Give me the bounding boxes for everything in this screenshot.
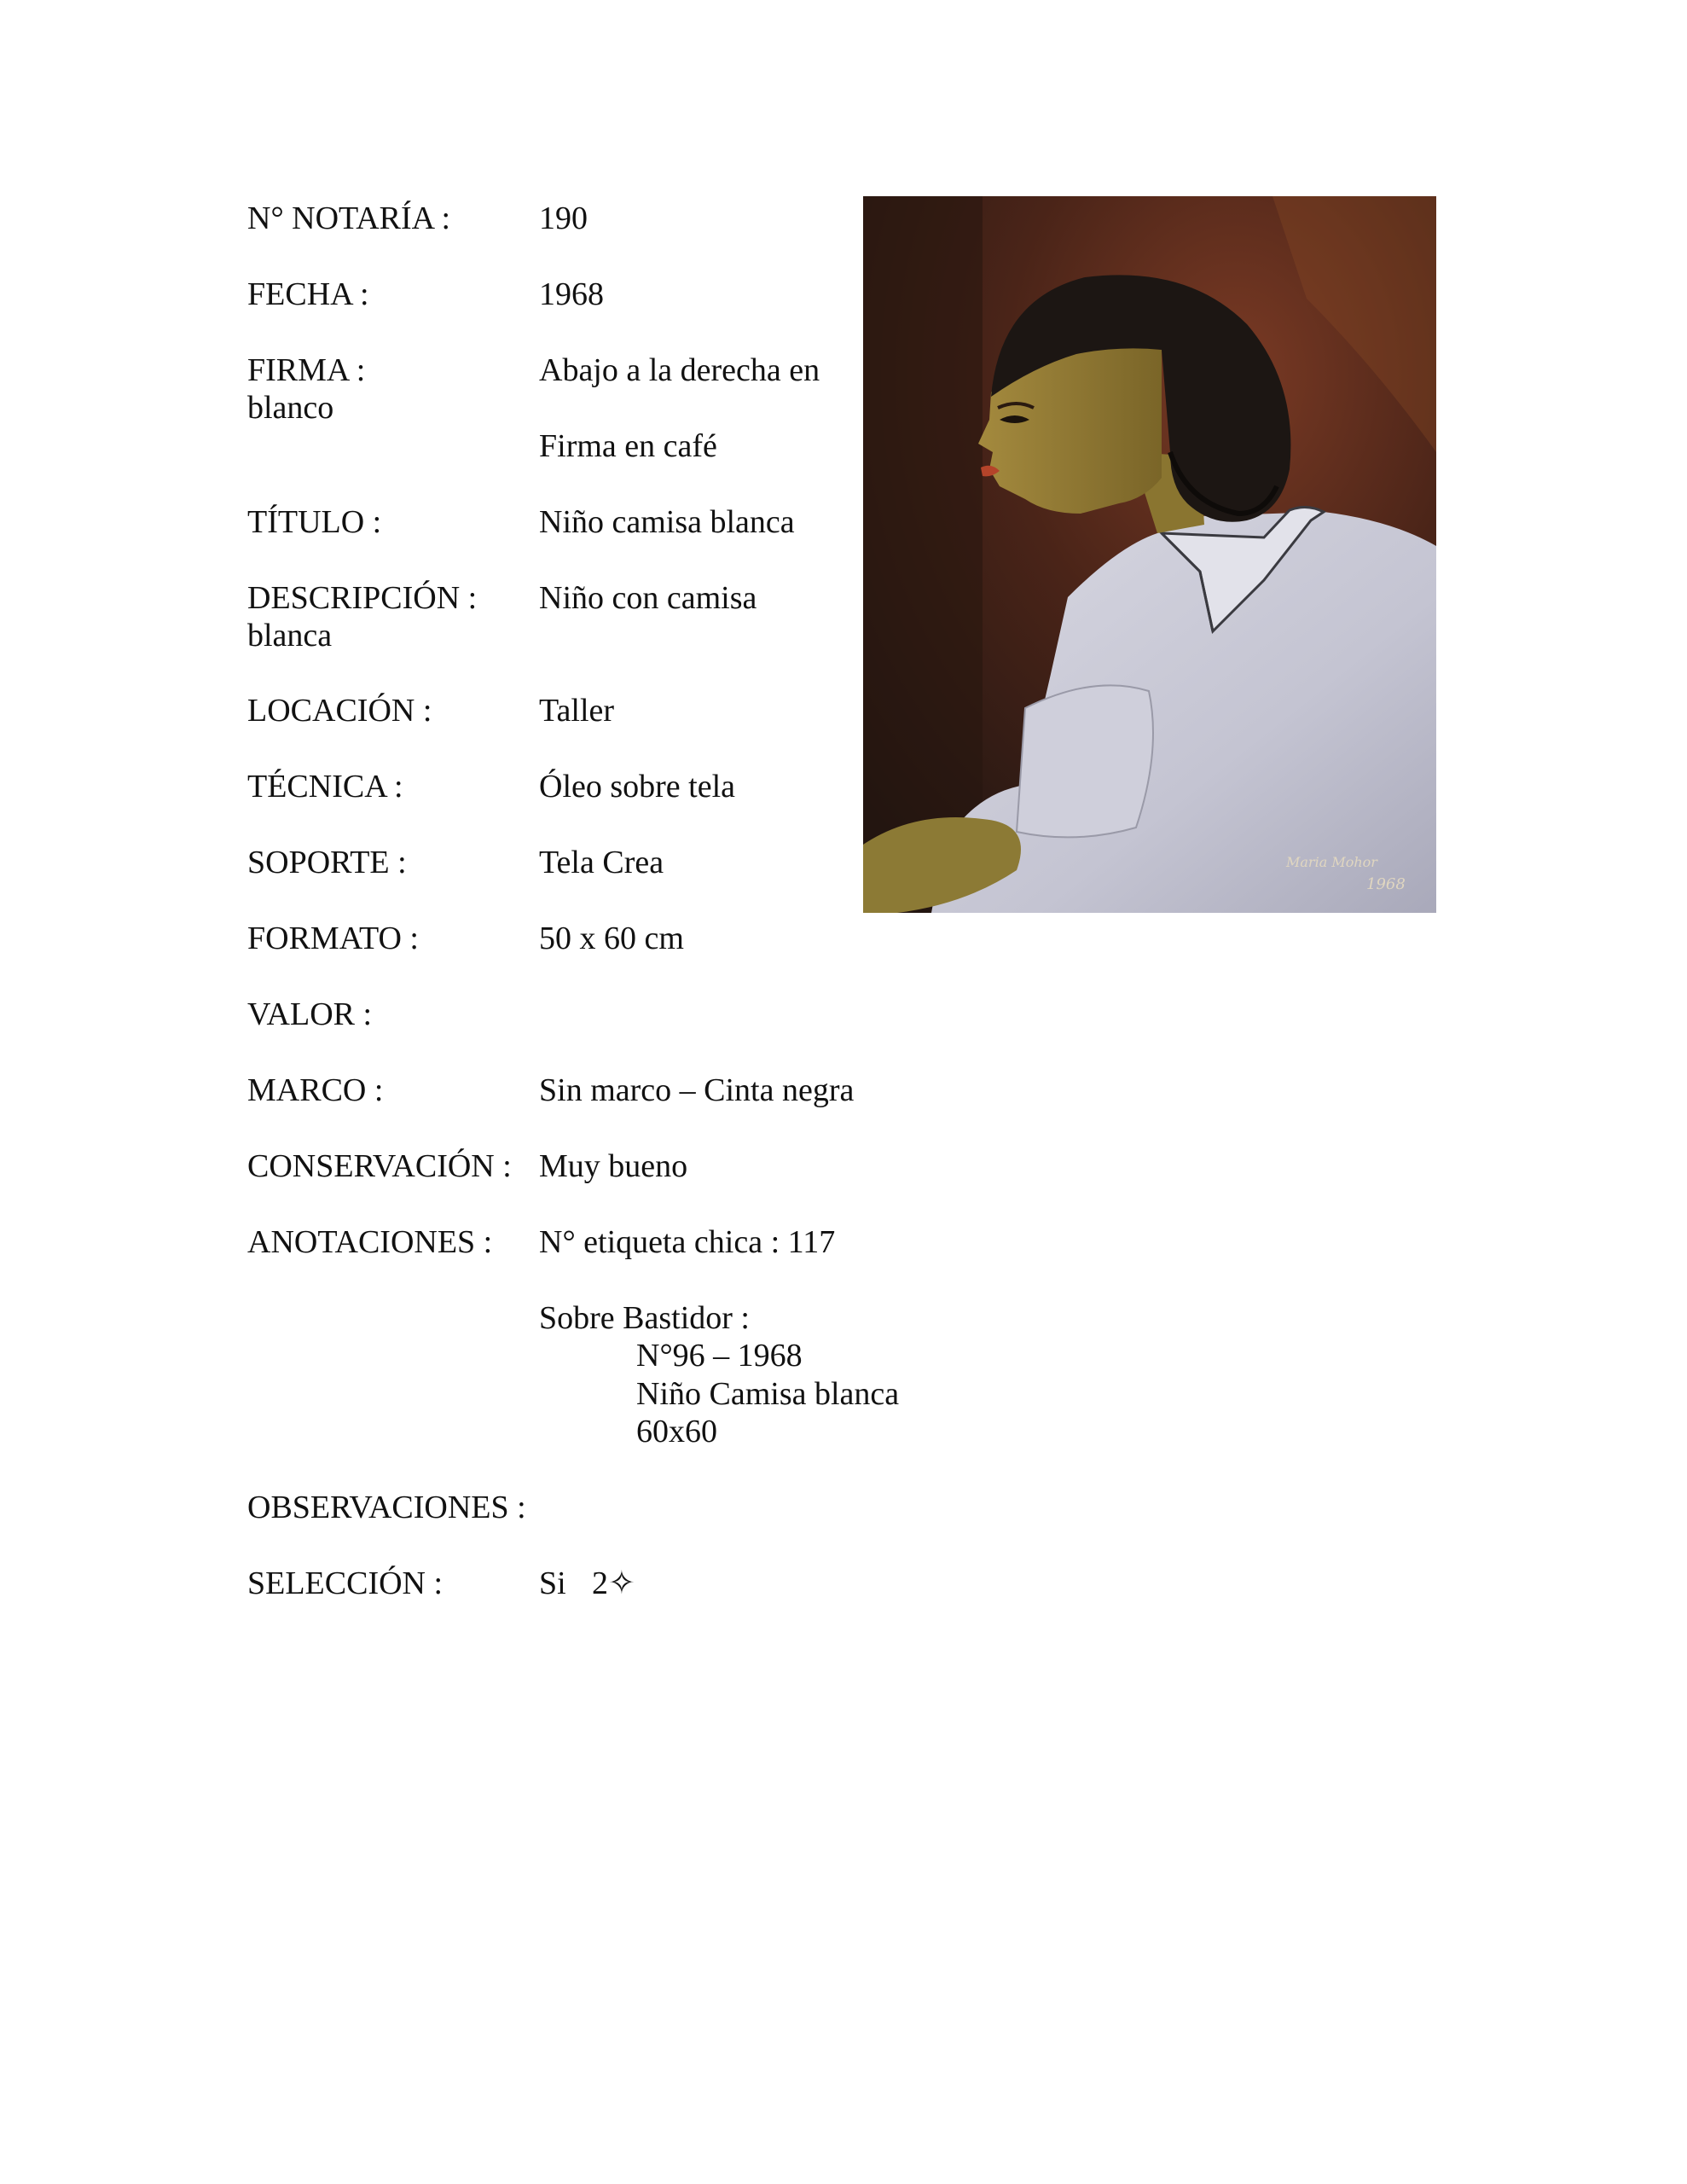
descripcion-value: Niño con camisa — [539, 580, 757, 616]
formato-value: 50 x 60 cm — [539, 921, 684, 956]
conservacion-value: Muy bueno — [539, 1148, 688, 1184]
painting-signature-name: Maria Mohor — [1286, 854, 1377, 870]
painting-image — [863, 196, 1436, 913]
seleccion-label: SELECCIÓN : — [247, 1565, 443, 1601]
seleccion-value-extra: 2✧ — [592, 1565, 635, 1601]
seleccion-value: Si — [539, 1565, 566, 1601]
titulo-label: TÍTULO : — [247, 504, 382, 540]
tecnica-value: Óleo sobre tela — [539, 769, 736, 804]
marco-value: Sin marco – Cinta negra — [539, 1072, 855, 1108]
bastidor-title: Sobre Bastidor : — [539, 1300, 750, 1336]
conservacion-label: CONSERVACIÓN : — [247, 1148, 512, 1184]
firma-label-continuation: blanco — [247, 390, 334, 426]
descripcion-label: DESCRIPCIÓN : — [247, 580, 478, 616]
locacion-value: Taller — [539, 693, 615, 729]
anotaciones-value: N° etiqueta chica : 117 — [539, 1224, 836, 1260]
fecha-value: 1968 — [539, 276, 604, 312]
observaciones-label: OBSERVACIONES : — [247, 1490, 526, 1525]
formato-label: FORMATO : — [247, 921, 419, 956]
fecha-label: FECHA : — [247, 276, 369, 312]
bastidor-line: Niño Camisa blanca — [636, 1376, 900, 1412]
bastidor-line: 60x60 — [636, 1414, 717, 1449]
bastidor-line: N°96 – 1968 — [636, 1338, 803, 1374]
firma-value-line1: Abajo a la derecha en — [539, 352, 820, 388]
notaria-label: N° NOTARÍA : — [247, 200, 451, 236]
tecnica-label: TÉCNICA : — [247, 769, 403, 804]
soporte-label: SOPORTE : — [247, 845, 407, 880]
firma-label: FIRMA : — [247, 352, 366, 388]
titulo-value: Niño camisa blanca — [539, 504, 795, 540]
firma-value-line2: Firma en café — [539, 428, 717, 464]
painting-signature-year: 1968 — [1366, 875, 1406, 893]
descripcion-label-continuation: blanca — [247, 618, 333, 653]
valor-label: VALOR : — [247, 996, 373, 1032]
locacion-label: LOCACIÓN : — [247, 693, 432, 729]
notaria-value: 190 — [539, 200, 588, 236]
marco-label: MARCO : — [247, 1072, 384, 1108]
anotaciones-label: ANOTACIONES : — [247, 1224, 493, 1260]
soporte-value: Tela Crea — [539, 845, 664, 880]
